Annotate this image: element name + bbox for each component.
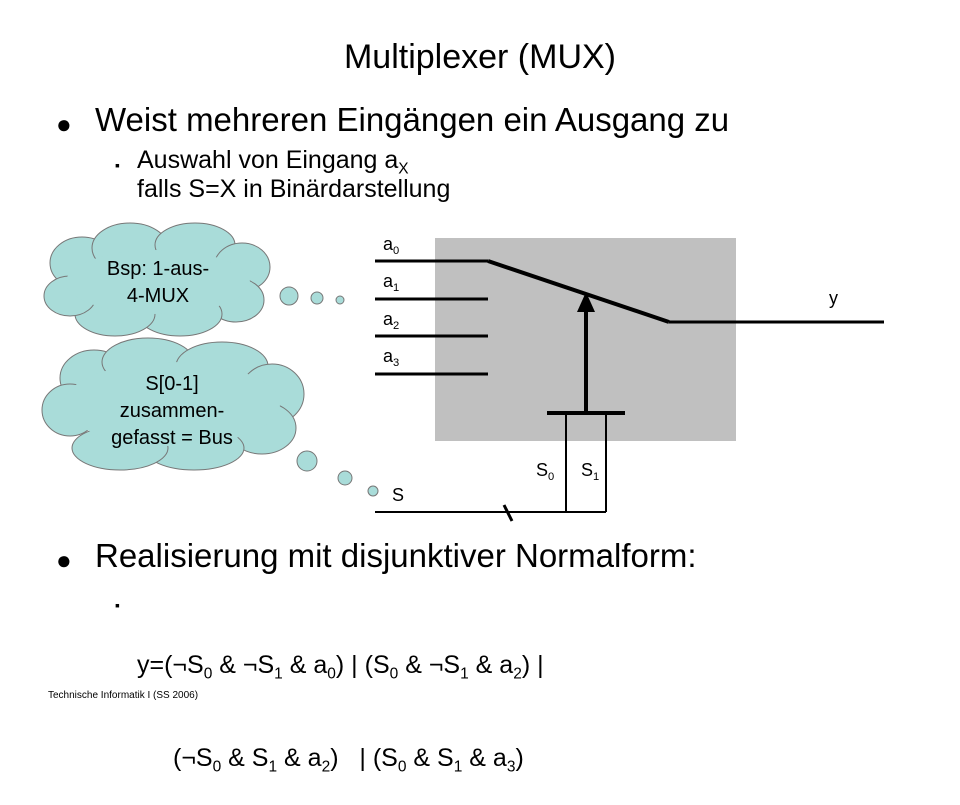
cloud-1-text: Bsp: 1-aus- 4-MUX xyxy=(106,258,210,307)
formula-line-2 xyxy=(137,743,544,774)
formula-subscript: 1 xyxy=(268,758,278,776)
cloud-2-text: S[0-1] zusammen- gefasst = Bus xyxy=(111,373,233,449)
output-label: y xyxy=(829,288,838,308)
input-label-a3: $a_3$ xyxy=(383,346,400,369)
select-label-s0: $S_0$ xyxy=(536,460,555,483)
formula-subscript: 1 xyxy=(453,758,463,776)
formula-text-part: ) | (S xyxy=(335,651,390,679)
formula-subscript: 0 xyxy=(327,665,336,683)
formula-subscript: 1 xyxy=(460,665,469,683)
formula-text-part: & ¬S xyxy=(212,651,275,679)
formula-text-part: & ¬S xyxy=(398,651,461,679)
input-label-a1: $a_1$ xyxy=(383,271,400,294)
formula-text-part: y=(¬S xyxy=(137,651,204,679)
input-label-a2: $a_2$ xyxy=(383,309,400,332)
bullet-1-text: Weist mehreren Eingängen ein Ausgang zu xyxy=(95,101,730,138)
formula-text-part: & S xyxy=(221,744,269,772)
select-label-s1: $S_1$ xyxy=(581,460,600,483)
formula-subscript: 3 xyxy=(506,758,516,776)
formula-text-part: & S xyxy=(406,744,454,772)
thought-bubbles-1 xyxy=(280,287,344,305)
formula-subscript: 0 xyxy=(389,665,399,683)
thought-bubbles-2 xyxy=(297,451,378,496)
formula-subscript: 0 xyxy=(212,758,222,776)
footer-text: Technische Informatik I (SS 2006) xyxy=(48,690,199,701)
formula-subscript: 2 xyxy=(321,758,331,776)
formula-text-part: (¬S xyxy=(173,744,213,772)
bullet-dot-1: ● xyxy=(56,109,72,139)
formula-text-part: ) | xyxy=(521,651,544,679)
formula-text-part: & a xyxy=(282,651,328,679)
formula-subscript: 1 xyxy=(274,665,283,683)
formula-text-part: & a xyxy=(468,651,514,679)
formula-text-part: ) | (S xyxy=(330,744,398,772)
bus-label: S xyxy=(392,485,405,505)
formula-subscript: 0 xyxy=(203,665,213,683)
formula-line-1 xyxy=(137,650,544,681)
input-label-a0: $a_0$ xyxy=(383,234,400,257)
bullet-2-text: Realisierung mit disjunktiver Normalform: xyxy=(95,537,697,574)
slide-title: Multiplexer (MUX) xyxy=(343,38,617,76)
sub-bullet-1: Auswahl von Eingang $a_X$ falls S=X in Binärdarstellung xyxy=(137,146,451,203)
sub-bullet-square-2: ▪ xyxy=(115,597,120,613)
formula-subscript: 2 xyxy=(513,665,522,683)
formula-subscript: 0 xyxy=(397,758,407,776)
bullet-dot-2: ● xyxy=(56,545,72,575)
formula-text-part: & a xyxy=(277,744,322,772)
formula-text-part: & a xyxy=(462,744,507,772)
formula-text-part: ) xyxy=(515,744,524,772)
sub-bullet-square-1: ▪ xyxy=(115,157,120,173)
